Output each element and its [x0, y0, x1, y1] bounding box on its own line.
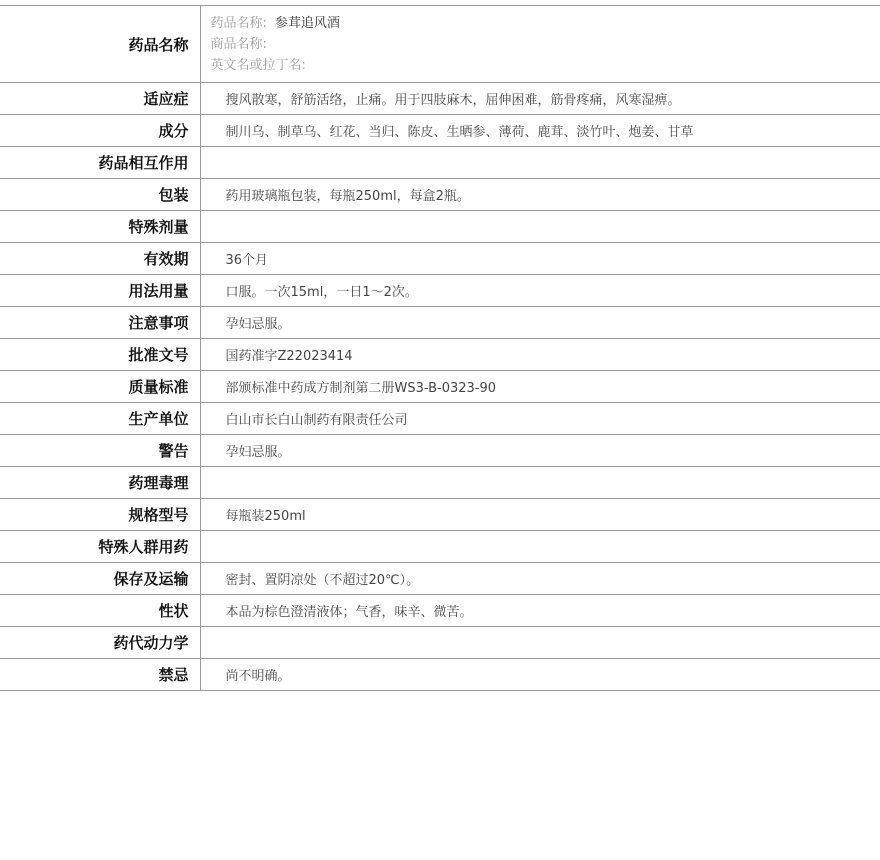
row-label: 特殊剂量 — [0, 211, 200, 243]
row-label: 适应症 — [0, 83, 200, 115]
row-special-populations — [0, 531, 880, 563]
row-label: 生产单位 — [0, 403, 200, 435]
drug-spec-table — [0, 5, 880, 691]
row-label: 性状 — [0, 595, 200, 627]
row-value: 白山市长白山制药有限责任公司 — [225, 413, 408, 428]
generic-name-line — [211, 13, 880, 34]
row-pharmacokinetics — [0, 627, 880, 659]
row-value: 国药准字Z22023414 — [225, 349, 353, 364]
row-label: 禁忌 — [0, 659, 200, 691]
row-value: 药用玻璃瓶包装，每瓶250ml，每盒2瓶。 — [225, 189, 470, 204]
row-value — [200, 147, 880, 179]
english-name-key: 英文名或拉丁名: — [210, 57, 306, 73]
row-description — [0, 595, 880, 627]
trade-name-line — [211, 34, 880, 55]
row-usage-dosage — [0, 275, 880, 307]
row-indications — [0, 83, 880, 115]
drug-name-label: 药品名称 — [0, 6, 200, 83]
row-value — [200, 531, 880, 563]
row-value — [200, 467, 880, 499]
row-label: 有效期 — [0, 243, 200, 275]
row-special-dosage — [0, 211, 880, 243]
trade-name-key: 商品名称: — [210, 36, 267, 52]
drug-name-cell — [200, 6, 880, 83]
row-value: 搜风散寒，舒筋活络，止痛。用于四肢麻木，屈伸困难，筋骨疼痛，风寒湿痹。 — [225, 93, 681, 108]
row-warning — [0, 435, 880, 467]
row-manufacturer — [0, 403, 880, 435]
row-value: 部颁标准中药成方制剂第二册WS3-B-0323-90 — [225, 381, 497, 396]
row-value — [200, 627, 880, 659]
english-name-line — [211, 55, 880, 76]
row-drug-name — [0, 6, 880, 83]
row-approval-number — [0, 339, 880, 371]
row-label: 药代动力学 — [0, 627, 200, 659]
row-value: 口服。一次15ml，一日1～2次。 — [225, 285, 418, 300]
row-label: 批准文号 — [0, 339, 200, 371]
row-value: 制川乌、制草乌、红花、当归、陈皮、生晒参、薄荷、鹿茸、淡竹叶、炮姜、甘草 — [225, 125, 694, 140]
row-shelf-life — [0, 243, 880, 275]
row-value: 每瓶装250ml — [225, 509, 306, 524]
row-storage — [0, 563, 880, 595]
row-label: 药理毒理 — [0, 467, 200, 499]
row-value: 尚不明确。 — [225, 669, 291, 684]
row-contraindications — [0, 659, 880, 691]
row-precautions — [0, 307, 880, 339]
row-value: 36个月 — [225, 253, 269, 268]
row-label: 用法用量 — [0, 275, 200, 307]
row-label: 注意事项 — [0, 307, 200, 339]
row-value: 孕妇忌服。 — [225, 317, 291, 332]
row-label: 包装 — [0, 179, 200, 211]
row-packaging — [0, 179, 880, 211]
row-value: 孕妇忌服。 — [225, 445, 291, 460]
row-label: 特殊人群用药 — [0, 531, 200, 563]
row-label: 质量标准 — [0, 371, 200, 403]
row-value: 密封、置阴凉处（不超过20℃）。 — [225, 573, 420, 588]
row-pharmacology — [0, 467, 880, 499]
row-interactions — [0, 147, 880, 179]
row-label: 规格型号 — [0, 499, 200, 531]
row-specification — [0, 499, 880, 531]
row-ingredients — [0, 115, 880, 147]
generic-name-value: 参茸追风酒 — [274, 15, 340, 31]
generic-name-key: 药品名称: — [210, 15, 267, 31]
row-quality-standard — [0, 371, 880, 403]
row-label: 保存及运输 — [0, 563, 200, 595]
row-value: 本品为棕色澄清液体；气香，味辛、微苦。 — [225, 605, 473, 620]
row-label: 成分 — [0, 115, 200, 147]
row-label: 药品相互作用 — [0, 147, 200, 179]
row-label: 警告 — [0, 435, 200, 467]
row-value — [200, 211, 880, 243]
